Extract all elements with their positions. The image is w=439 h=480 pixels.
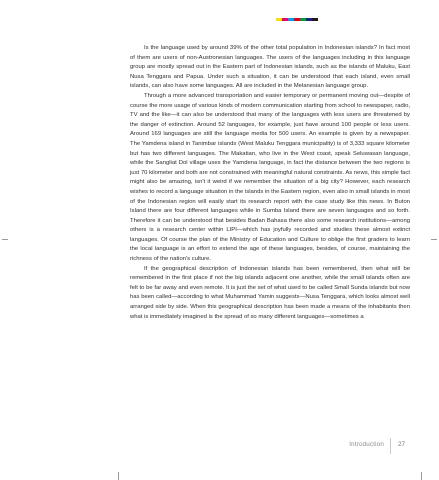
crop-mark-bottom-right: [421, 472, 422, 480]
paragraph-1: Is the language used by around 39% of the other total population in Indonesian islands? In fact most of them are users of non-Austronesian languages. The users of the languages including in this language group are mostly spread out in the Eastern part of Indonesian islands, such as the islands of Maluku, East Nusa Tenggara and Papua. Under such a situation, it can be understood that each island, even small islands, can also have some languages. All are included in the Melanesian language group.: [130, 45, 410, 90]
paragraph-3: If the geographical description of Indonesian islands has been remembered, then what will be remembered in the first place if not the big islands adjacent one another, while the small islands often are felt to be far away and even remote. It is just the set of what used to be called Small Sunda islands but now has been called—according to what Muhammad Yamin suggests—Nusa Tenggara, which looks almost well arranged side by side. When this geographical description has been made a means of the inhabitants then what is immediately imagined is the spread of so many different languages—sometimes a: [130, 265, 410, 320]
color-swatch-black: [312, 18, 318, 21]
paragraph-2: Through a more advanced transportation and easier temporary or permanent moving out—despite of course the more usage of various kinds of modern communication starting from school to newspaper, radio, TV and the like—it can also be understood that many of the languages with less users are threatened by the danger of extinction. Around 52 languages, for example, just have around 100 people or less users. Around 169 languages are still the language media for 500 users. An example is given by a newspaper. The Yamdena island in Tanimbar islands (West Maluku Tenggara municipality) is of 3,333 square kilometer but has two different languages. The Makatian, who live in the West coast, speak Seluwasan language, while the Sangliat Dol village uses the Yamdena language, in fact the distance between the two regions is just 70 kilometer and both are not constrained with meaningful natural constraints. As news, this simple fact might also be amazing, isn't it weird if we remember the situation of a big city? However, each research wishes to record a language situation in the islands in the Eastern region, even also in small islands in most of the Indonesian region will easily start its research report with the case study like this news. In Buton Island there are four different languages while in Sumba Island there are seven languages and so forth. Therefore it can be understood that besides Badan Bahasa there also some research institutions—among others is a research center within LIPI—which has joyfully recorded and studies these almost extinct languages. Of course the plan of the Ministry of Education and Culture to oblige the first graders to learn the local language is an effort to extend the age of these languages, besides, of course, maintaining the richness of the nation's culture.: [130, 92, 410, 263]
page-footer: [0, 440, 439, 452]
crop-mark-left-middle: [2, 239, 8, 240]
footer-section-label: Introduction: [349, 441, 384, 448]
crop-mark-right-middle: [431, 239, 437, 240]
footer-divider: [390, 438, 391, 454]
body-text: [130, 44, 410, 322]
crop-mark-bottom-left: [118, 472, 119, 480]
registration-color-bar: [276, 18, 318, 21]
page-number: 27: [398, 441, 406, 448]
